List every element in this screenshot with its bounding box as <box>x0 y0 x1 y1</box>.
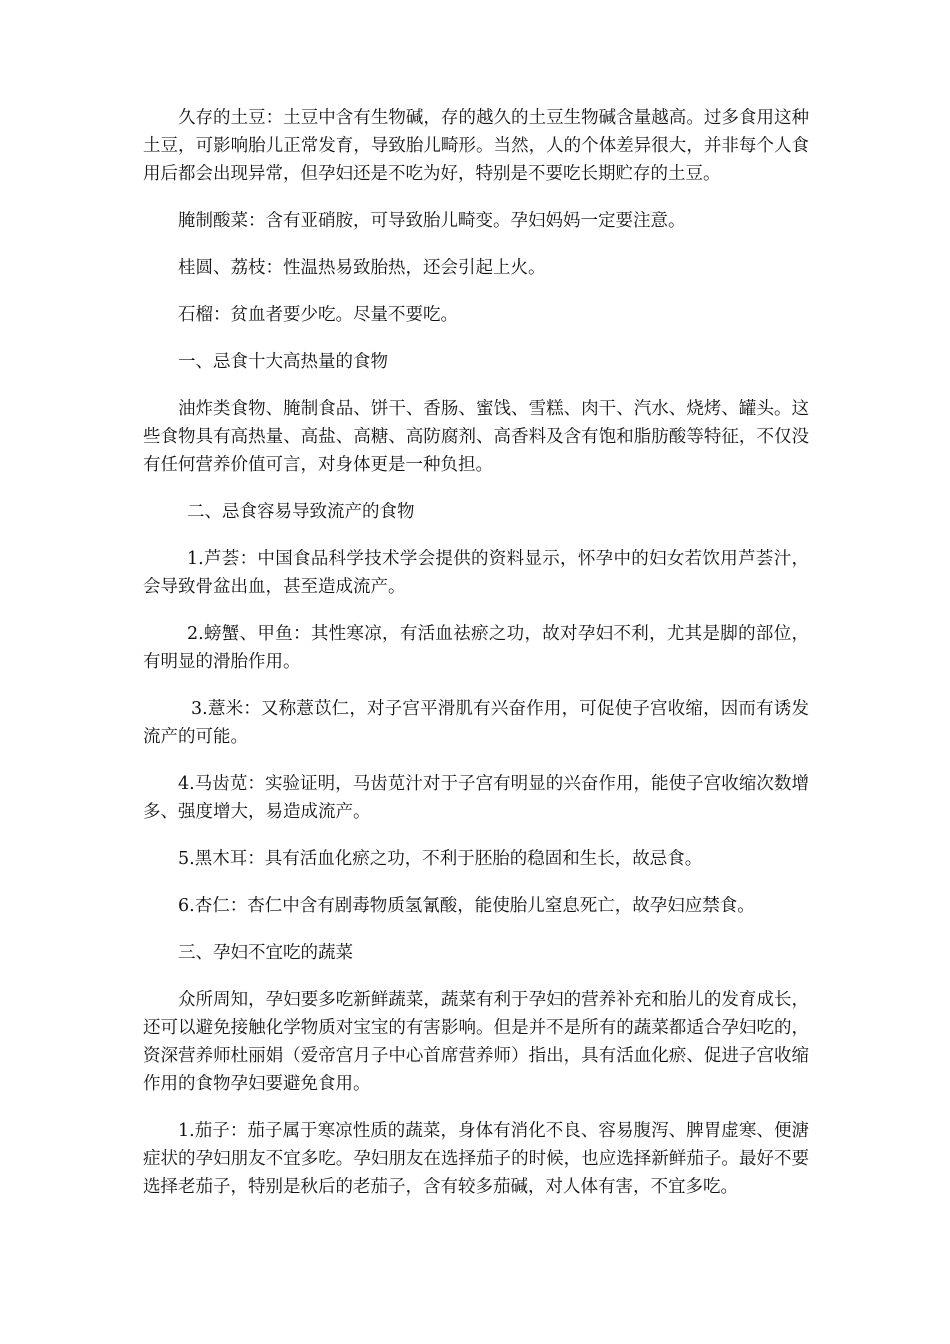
section-heading-vegetables: 三、孕妇不宜吃的蔬菜 <box>178 943 353 963</box>
paragraph-longan-lychee: 桂圆、荔枝：性温热易致胎热，还会引起上火。 <box>178 258 546 278</box>
paragraph-vegetables-intro: 众所周知，孕妇要多吃新鲜蔬菜，蔬菜有利于孕妇的营养补充和胎儿的发育成长，还可以避免接触化学物质对宝宝的有害影响。但是并不是所有的蔬菜都适合孕妇吃的，资深营养师杜丽娟（爱帝宫月子中心首席营养师）指出，具有活血化瘀、促进子宫收缩作用的食物孕妇要避免食用。 <box>143 990 809 1094</box>
list-item-aloe: 1.芦荟：中国食品科学技术学会提供的资料显示，怀孕中的妇女若饮用芦荟汁，会导致骨盆出血，甚至造成流产。 <box>143 549 809 597</box>
list-item-eggplant: 1.茄子：茄子属于寒凉性质的蔬菜，身体有消化不良、容易腹泻、脾胃虚寒、便溏症状的孕妇朋友不宜多吃。孕妇朋友在选择茄子的时候，也应选择新鲜茄子。最好不要选择老茄子，特别是秋后的老茄子，含有较多茄碱，对人体有害，不宜多吃。 <box>143 1121 809 1197</box>
section-heading-high-calorie: 一、忌食十大高热量的食物 <box>178 352 388 372</box>
document-page <box>143 104 809 1220</box>
paragraph-old-potato: 久存的土豆：土豆中含有生物碱，存的越久的土豆生物碱含量越高。过多食用这种土豆，可影响胎儿正常发育，导致胎儿畸形。当然，人的个体差异很大，并非每个人食用后都会出现异常，但孕妇还是不吃为好，特别是不要吃长期贮存的土豆。 <box>143 108 809 184</box>
list-item-crab-turtle: 2.螃蟹、甲鱼：其性寒凉，有活血祛瘀之功，故对孕妇不利，尤其是脚的部位，有明显的滑胎作用。 <box>143 624 809 672</box>
list-item-coix-seed: 3.薏米：又称薏苡仁，对子宫平滑肌有兴奋作用，可促使子宫收缩，因而有诱发流产的可能。 <box>143 699 809 747</box>
paragraph-pickled-cabbage: 腌制酸菜：含有亚硝胺，可导致胎儿畸变。孕妇妈妈一定要注意。 <box>178 211 686 231</box>
paragraph-high-calorie-foods: 油炸类食物、腌制食品、饼干、香肠、蜜饯、雪糕、肉干、汽水、烧烤、罐头。这些食物具有高热量、高盐、高糖、高防腐剂、高香料及含有饱和脂肪酸等特征，不仅没有任何营养价值可言，对身体更是一种负担。 <box>143 399 809 475</box>
list-item-black-fungus: 5.黑木耳：具有活血化瘀之功，不利于胚胎的稳固和生长，故忌食。 <box>178 849 703 869</box>
section-heading-miscarriage-foods: 二、忌食容易导致流产的食物 <box>187 502 415 522</box>
paragraph-pomegranate: 石榴：贫血者要少吃。尽量不要吃。 <box>178 305 458 325</box>
list-item-almond: 6.杏仁：杏仁中含有剧毒物质氢氰酸，能使胎儿窒息死亡，故孕妇应禁食。 <box>178 896 755 916</box>
list-item-purslane: 4.马齿苋：实验证明，马齿苋汁对于子宫有明显的兴奋作用，能使子宫收缩次数增多、强度增大，易造成流产。 <box>143 774 809 822</box>
